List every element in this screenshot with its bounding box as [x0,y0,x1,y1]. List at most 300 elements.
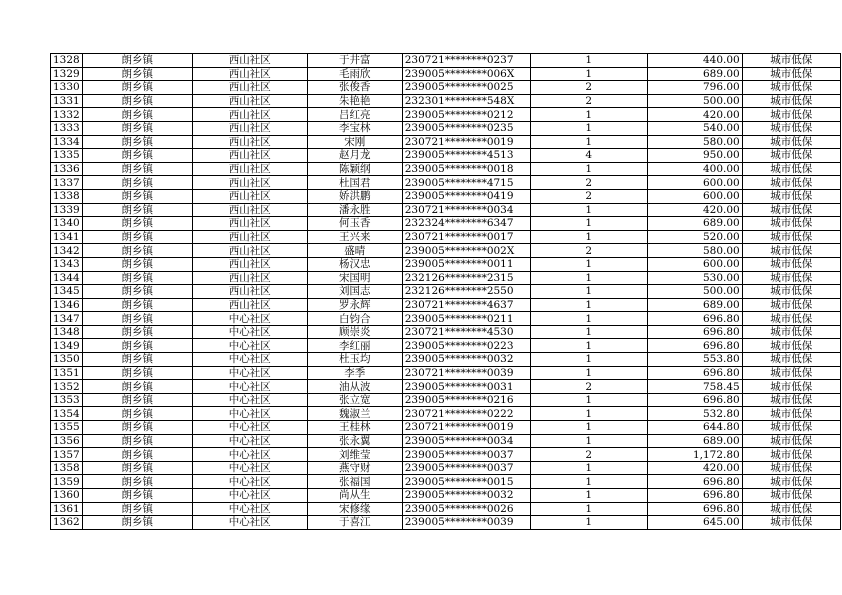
row-number-cell: 1342 [51,244,83,258]
id-number-cell: 239005********0015 [402,475,530,489]
table-row [51,121,841,135]
row-number-cell: 1337 [51,176,83,190]
household-size-cell: 1 [530,54,647,68]
table-row [51,353,841,367]
row-number-cell: 1347 [51,312,83,326]
household-size-cell: 1 [530,475,647,489]
id-number-cell: 230721********0237 [402,54,530,68]
community-cell: 西山社区 [192,149,307,163]
category-cell: 城市低保 [742,393,840,407]
row-number-cell: 1344 [51,271,83,285]
name-cell: 张俊香 [307,81,402,95]
row-number-cell: 1332 [51,108,83,122]
id-number-cell: 239005********0037 [402,448,530,462]
row-number-cell: 1340 [51,217,83,231]
table-row [51,108,841,122]
household-size-cell: 1 [530,257,647,271]
amount-cell: 645.00 [647,516,742,530]
community-cell: 西山社区 [192,176,307,190]
household-size-cell: 1 [530,285,647,299]
amount-cell: 420.00 [647,108,742,122]
town-cell: 朗乡镇 [82,448,192,462]
household-size-cell: 2 [530,244,647,258]
amount-cell: 530.00 [647,271,742,285]
table-row [51,339,841,353]
town-cell: 朗乡镇 [82,380,192,394]
category-cell: 城市低保 [742,448,840,462]
community-cell: 西山社区 [192,108,307,122]
amount-cell: 758.45 [647,380,742,394]
amount-cell: 400.00 [647,162,742,176]
name-cell: 宋刚 [307,135,402,149]
id-number-cell: 232301********548X [402,94,530,108]
id-number-cell: 239005********4513 [402,149,530,163]
town-cell: 朗乡镇 [82,312,192,326]
table-row [51,380,841,394]
id-number-cell: 232126********2315 [402,271,530,285]
amount-cell: 1,172.80 [647,448,742,462]
id-number-cell: 239005********0039 [402,516,530,530]
category-cell: 城市低保 [742,489,840,503]
community-cell: 中心社区 [192,407,307,421]
household-size-cell: 1 [530,312,647,326]
id-number-cell: 230721********0034 [402,203,530,217]
amount-cell: 420.00 [647,203,742,217]
row-number-cell: 1328 [51,54,83,68]
household-size-cell: 1 [530,393,647,407]
community-cell: 西山社区 [192,217,307,231]
table-row [51,434,841,448]
town-cell: 朗乡镇 [82,353,192,367]
name-cell: 刘国志 [307,285,402,299]
household-size-cell: 1 [530,271,647,285]
row-number-cell: 1346 [51,298,83,312]
community-cell: 中心社区 [192,434,307,448]
category-cell: 城市低保 [742,203,840,217]
id-number-cell: 239005********0025 [402,81,530,95]
row-number-cell: 1333 [51,121,83,135]
name-cell: 王兴来 [307,230,402,244]
row-number-cell: 1360 [51,489,83,503]
town-cell: 朗乡镇 [82,67,192,81]
name-cell: 张立宽 [307,393,402,407]
community-cell: 西山社区 [192,94,307,108]
table-row [51,217,841,231]
amount-cell: 440.00 [647,54,742,68]
household-size-cell: 2 [530,189,647,203]
table-row [51,393,841,407]
community-cell: 西山社区 [192,257,307,271]
id-number-cell: 230721********0019 [402,135,530,149]
name-cell: 于喜江 [307,516,402,530]
category-cell: 城市低保 [742,285,840,299]
row-number-cell: 1331 [51,94,83,108]
table-row [51,176,841,190]
id-number-cell: 239005********0034 [402,434,530,448]
amount-cell: 600.00 [647,176,742,190]
amount-cell: 500.00 [647,285,742,299]
town-cell: 朗乡镇 [82,189,192,203]
amount-cell: 796.00 [647,81,742,95]
row-number-cell: 1353 [51,393,83,407]
table-row [51,135,841,149]
table-row [51,67,841,81]
category-cell: 城市低保 [742,81,840,95]
category-cell: 城市低保 [742,271,840,285]
household-size-cell: 1 [530,421,647,435]
row-number-cell: 1349 [51,339,83,353]
table-row [51,461,841,475]
id-number-cell: 232126********2550 [402,285,530,299]
community-cell: 中心社区 [192,393,307,407]
name-cell: 于井富 [307,54,402,68]
community-cell: 西山社区 [192,271,307,285]
table-row [51,489,841,503]
category-cell: 城市低保 [742,217,840,231]
table-row [51,94,841,108]
row-number-cell: 1351 [51,366,83,380]
community-cell: 中心社区 [192,461,307,475]
name-cell: 杨汉忠 [307,257,402,271]
row-number-cell: 1350 [51,353,83,367]
town-cell: 朗乡镇 [82,516,192,530]
community-cell: 中心社区 [192,339,307,353]
amount-cell: 689.00 [647,217,742,231]
row-number-cell: 1356 [51,434,83,448]
household-size-cell: 2 [530,176,647,190]
community-cell: 西山社区 [192,285,307,299]
household-size-cell: 1 [530,516,647,530]
table-row [51,475,841,489]
town-cell: 朗乡镇 [82,217,192,231]
row-number-cell: 1336 [51,162,83,176]
category-cell: 城市低保 [742,67,840,81]
name-cell: 杜国君 [307,176,402,190]
town-cell: 朗乡镇 [82,489,192,503]
town-cell: 朗乡镇 [82,257,192,271]
community-cell: 中心社区 [192,366,307,380]
category-cell: 城市低保 [742,54,840,68]
table-row [51,421,841,435]
household-size-cell: 1 [530,489,647,503]
id-number-cell: 239005********0032 [402,353,530,367]
row-number-cell: 1361 [51,502,83,516]
amount-cell: 520.00 [647,230,742,244]
name-cell: 李季 [307,366,402,380]
row-number-cell: 1357 [51,448,83,462]
name-cell: 张永翼 [307,434,402,448]
table-row [51,325,841,339]
data-table [50,53,841,530]
name-cell: 李红丽 [307,339,402,353]
name-cell: 罗永辉 [307,298,402,312]
amount-cell: 540.00 [647,121,742,135]
town-cell: 朗乡镇 [82,475,192,489]
category-cell: 城市低保 [742,149,840,163]
id-number-cell: 239005********4715 [402,176,530,190]
category-cell: 城市低保 [742,257,840,271]
town-cell: 朗乡镇 [82,393,192,407]
category-cell: 城市低保 [742,135,840,149]
name-cell: 宋修缘 [307,502,402,516]
id-number-cell: 239005********0216 [402,393,530,407]
id-number-cell: 239005********0223 [402,339,530,353]
community-cell: 中心社区 [192,380,307,394]
row-number-cell: 1329 [51,67,83,81]
household-size-cell: 1 [530,203,647,217]
table-row [51,312,841,326]
community-cell: 中心社区 [192,516,307,530]
row-number-cell: 1359 [51,475,83,489]
amount-cell: 696.80 [647,366,742,380]
row-number-cell: 1345 [51,285,83,299]
category-cell: 城市低保 [742,461,840,475]
category-cell: 城市低保 [742,298,840,312]
community-cell: 中心社区 [192,353,307,367]
category-cell: 城市低保 [742,380,840,394]
row-number-cell: 1348 [51,325,83,339]
household-size-cell: 1 [530,353,647,367]
amount-cell: 696.80 [647,475,742,489]
category-cell: 城市低保 [742,516,840,530]
category-cell: 城市低保 [742,421,840,435]
town-cell: 朗乡镇 [82,149,192,163]
household-size-cell: 1 [530,108,647,122]
household-size-cell: 1 [530,135,647,149]
household-size-cell: 4 [530,149,647,163]
row-number-cell: 1352 [51,380,83,394]
row-number-cell: 1354 [51,407,83,421]
name-cell: 宋国明 [307,271,402,285]
table-row [51,203,841,217]
town-cell: 朗乡镇 [82,421,192,435]
name-cell: 朱艳艳 [307,94,402,108]
community-cell: 西山社区 [192,121,307,135]
row-number-cell: 1334 [51,135,83,149]
table-body [51,54,841,530]
household-size-cell: 1 [530,366,647,380]
category-cell: 城市低保 [742,502,840,516]
amount-cell: 696.80 [647,489,742,503]
name-cell: 魏淑兰 [307,407,402,421]
id-number-cell: 239005********0419 [402,189,530,203]
town-cell: 朗乡镇 [82,325,192,339]
name-cell: 尚从生 [307,489,402,503]
amount-cell: 689.00 [647,298,742,312]
table-row [51,162,841,176]
name-cell: 刘维莹 [307,448,402,462]
category-cell: 城市低保 [742,108,840,122]
community-cell: 中心社区 [192,502,307,516]
community-cell: 西山社区 [192,81,307,95]
household-size-cell: 2 [530,81,647,95]
row-number-cell: 1362 [51,516,83,530]
community-cell: 西山社区 [192,162,307,176]
name-cell: 王桂林 [307,421,402,435]
household-size-cell: 2 [530,448,647,462]
row-number-cell: 1339 [51,203,83,217]
name-cell: 潘永胜 [307,203,402,217]
category-cell: 城市低保 [742,353,840,367]
table-row [51,244,841,258]
amount-cell: 600.00 [647,189,742,203]
town-cell: 朗乡镇 [82,407,192,421]
id-number-cell: 230721********0039 [402,366,530,380]
town-cell: 朗乡镇 [82,298,192,312]
town-cell: 朗乡镇 [82,121,192,135]
row-number-cell: 1338 [51,189,83,203]
community-cell: 西山社区 [192,54,307,68]
household-size-cell: 1 [530,230,647,244]
id-number-cell: 239005********0018 [402,162,530,176]
category-cell: 城市低保 [742,325,840,339]
household-size-cell: 1 [530,121,647,135]
id-number-cell: 239005********0212 [402,108,530,122]
community-cell: 中心社区 [192,448,307,462]
town-cell: 朗乡镇 [82,244,192,258]
community-cell: 西山社区 [192,230,307,244]
table-row [51,257,841,271]
name-cell: 吕红亮 [307,108,402,122]
amount-cell: 553.80 [647,353,742,367]
community-cell: 西山社区 [192,298,307,312]
amount-cell: 950.00 [647,149,742,163]
id-number-cell: 230721********4530 [402,325,530,339]
name-cell: 李宝林 [307,121,402,135]
amount-cell: 689.00 [647,67,742,81]
household-size-cell: 1 [530,67,647,81]
community-cell: 西山社区 [192,135,307,149]
town-cell: 朗乡镇 [82,54,192,68]
id-number-cell: 230721********4637 [402,298,530,312]
amount-cell: 600.00 [647,257,742,271]
table-row [51,298,841,312]
id-number-cell: 230721********0017 [402,230,530,244]
community-cell: 西山社区 [192,67,307,81]
amount-cell: 696.80 [647,339,742,353]
community-cell: 西山社区 [192,203,307,217]
town-cell: 朗乡镇 [82,502,192,516]
name-cell: 陈颖纲 [307,162,402,176]
category-cell: 城市低保 [742,162,840,176]
household-size-cell: 2 [530,94,647,108]
id-number-cell: 239005********0026 [402,502,530,516]
town-cell: 朗乡镇 [82,461,192,475]
town-cell: 朗乡镇 [82,366,192,380]
town-cell: 朗乡镇 [82,203,192,217]
id-number-cell: 239005********002X [402,244,530,258]
name-cell: 张福国 [307,475,402,489]
town-cell: 朗乡镇 [82,434,192,448]
amount-cell: 696.80 [647,393,742,407]
row-number-cell: 1335 [51,149,83,163]
id-number-cell: 239005********0031 [402,380,530,394]
category-cell: 城市低保 [742,244,840,258]
amount-cell: 696.80 [647,312,742,326]
household-size-cell: 2 [530,380,647,394]
table-row [51,230,841,244]
category-cell: 城市低保 [742,434,840,448]
household-size-cell: 1 [530,502,647,516]
id-number-cell: 230721********0019 [402,421,530,435]
category-cell: 城市低保 [742,339,840,353]
table-row [51,516,841,530]
table-row [51,189,841,203]
name-cell: 白钧合 [307,312,402,326]
household-size-cell: 1 [530,217,647,231]
row-number-cell: 1343 [51,257,83,271]
name-cell: 毛雨欣 [307,67,402,81]
category-cell: 城市低保 [742,94,840,108]
table-row [51,448,841,462]
name-cell: 娇洪鹏 [307,189,402,203]
category-cell: 城市低保 [742,407,840,421]
community-cell: 中心社区 [192,421,307,435]
name-cell: 盛晴 [307,244,402,258]
community-cell: 西山社区 [192,189,307,203]
amount-cell: 696.80 [647,325,742,339]
community-cell: 中心社区 [192,325,307,339]
town-cell: 朗乡镇 [82,162,192,176]
id-number-cell: 239005********0235 [402,121,530,135]
amount-cell: 500.00 [647,94,742,108]
amount-cell: 532.80 [647,407,742,421]
table-row [51,502,841,516]
town-cell: 朗乡镇 [82,81,192,95]
table-row [51,54,841,68]
category-cell: 城市低保 [742,366,840,380]
household-size-cell: 1 [530,325,647,339]
town-cell: 朗乡镇 [82,285,192,299]
amount-cell: 420.00 [647,461,742,475]
id-number-cell: 239005********0011 [402,257,530,271]
town-cell: 朗乡镇 [82,271,192,285]
row-number-cell: 1358 [51,461,83,475]
amount-cell: 689.00 [647,434,742,448]
category-cell: 城市低保 [742,121,840,135]
community-cell: 中心社区 [192,489,307,503]
name-cell: 何玉香 [307,217,402,231]
town-cell: 朗乡镇 [82,135,192,149]
table-row [51,366,841,380]
table-row [51,407,841,421]
household-size-cell: 1 [530,162,647,176]
name-cell: 油从波 [307,380,402,394]
town-cell: 朗乡镇 [82,339,192,353]
community-cell: 西山社区 [192,244,307,258]
id-number-cell: 230721********0222 [402,407,530,421]
name-cell: 燕守财 [307,461,402,475]
category-cell: 城市低保 [742,475,840,489]
name-cell: 杜玉均 [307,353,402,367]
town-cell: 朗乡镇 [82,230,192,244]
table-row [51,285,841,299]
category-cell: 城市低保 [742,230,840,244]
community-cell: 中心社区 [192,475,307,489]
amount-cell: 696.80 [647,502,742,516]
id-number-cell: 239005********006X [402,67,530,81]
table-row [51,81,841,95]
household-size-cell: 1 [530,298,647,312]
id-number-cell: 232324********6347 [402,217,530,231]
id-number-cell: 239005********0032 [402,489,530,503]
id-number-cell: 239005********0037 [402,461,530,475]
id-number-cell: 239005********0211 [402,312,530,326]
household-size-cell: 1 [530,461,647,475]
row-number-cell: 1341 [51,230,83,244]
table-row [51,149,841,163]
name-cell: 赵月龙 [307,149,402,163]
